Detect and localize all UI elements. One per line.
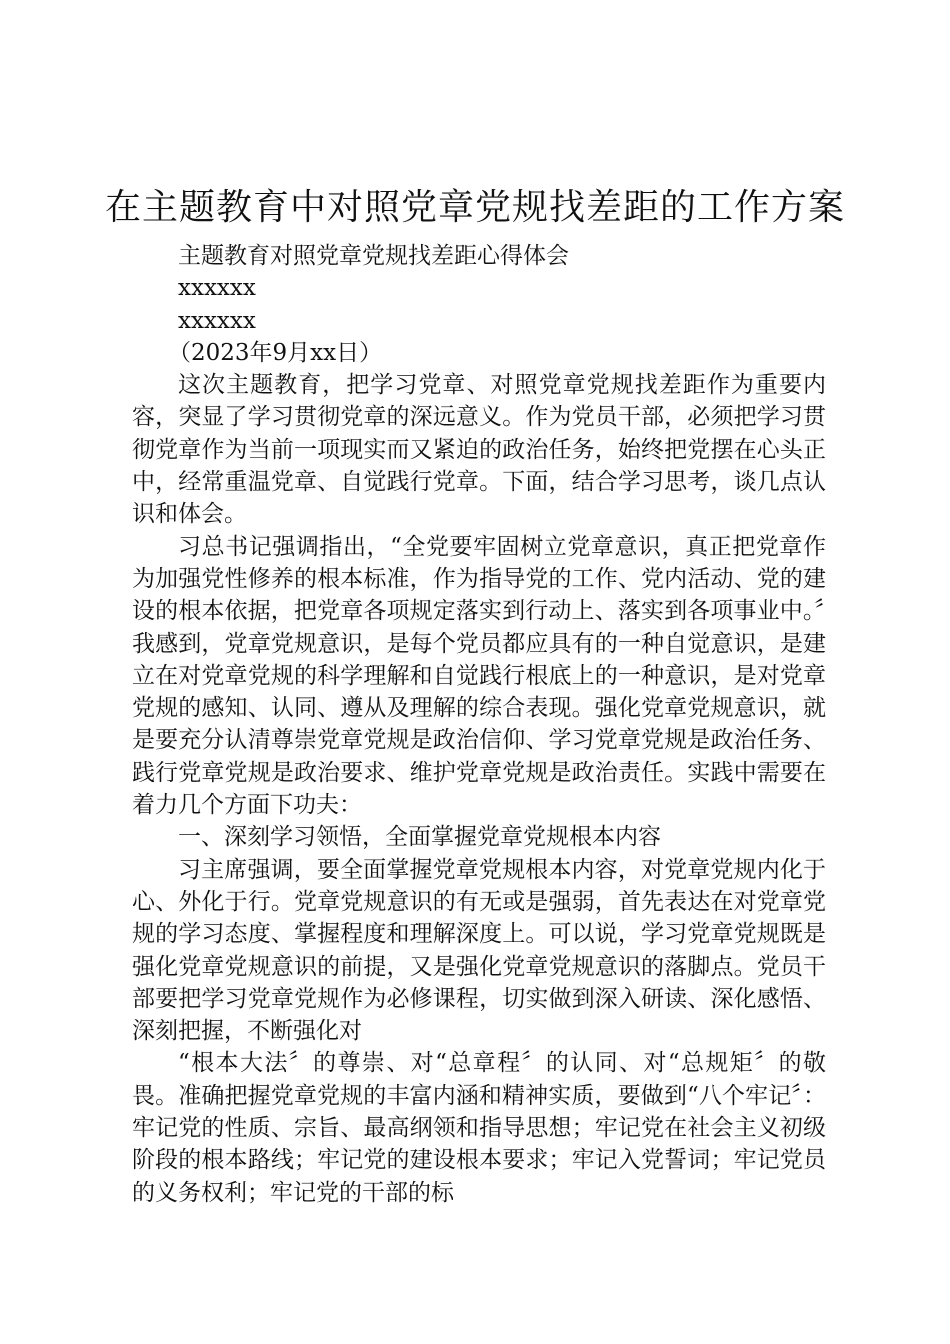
document-title: 在主题教育中对照党章党规找差距的工作方案 — [104, 187, 845, 228]
section-heading: 一、深刻学习领悟，全面掌握党章党规根本内容 — [178, 824, 661, 851]
body-paragraph: “根本大法〞的尊崇、对“总章程〞的认同、对“总规矩〞的敬畏。准确把握党章党规的丰富内涵和精神实质，要做到“八个牢记〞：牢记党的性质、宗旨、最高纲领和指导思想；牢记党在社会主义初级阶段的根本路线；牢记党的建设根本要求；牢记入党誓词；牢记党员的义务权利；牢记党的干部的标 — [132, 1050, 826, 1206]
subtitle-line: 主题教育对照党章党规找差距心得体会 — [178, 243, 569, 269]
body-paragraph: 习总书记强调指出，“全党要牢固树立党章意识，真正把党章作为加强党性修养的根本标准，作为指导党的工作、党内活动、党的建设的根本依据，把党章各项规定落实到行动上、落实到各项事业中。〞我感到，党章党规意识，是每个党员都应具有的一种自觉意识，是建立在对党章党规的科学理解和自觉践行根底上的一种意识，是对党章党规的感知、认同、遵从及理解的综合表现。强化党章党规意识，就是要充分认清尊崇党章党规是政治信仰、学习党章党规是政治任务、践行党章党规是政治要求、维护党章党规是政治责任。实践中需要在着力几个方面下功夫： — [132, 533, 826, 819]
document-body — [132, 240, 826, 1209]
body-paragraph: 习主席强调，要全面掌握党章党规根本内容，对党章党规内化于心、外化于行。党章党规意识的有无或是强弱，首先表达在对党章党规的学习态度、掌握程度和理解深度上。可以说，学习党章党规既是强化党章党规意识的前提，又是强化党章党规意识的落脚点。党员干部要把学习党章党规作为必修课程，切实做到深入研读、深化感悟、深刻把握，不断强化对 — [132, 856, 826, 1045]
date-line: （2023年9月xx日） — [168, 339, 383, 366]
author-line: xxxxxx — [178, 275, 256, 302]
body-paragraph: 这次主题教育，把学习党章、对照党章党规找差距作为重要内容，突显了学习贯彻党章的深远意义。作为党员干部，必须把学习贯彻党章作为当前一项现实而又紧迫的政治任务，始终把党摆在心头正中，经常重温党章、自觉践行党章。下面，结合学习思考，谈几点认识和体会。 — [132, 372, 826, 528]
author-line: xxxxxx — [178, 307, 256, 334]
